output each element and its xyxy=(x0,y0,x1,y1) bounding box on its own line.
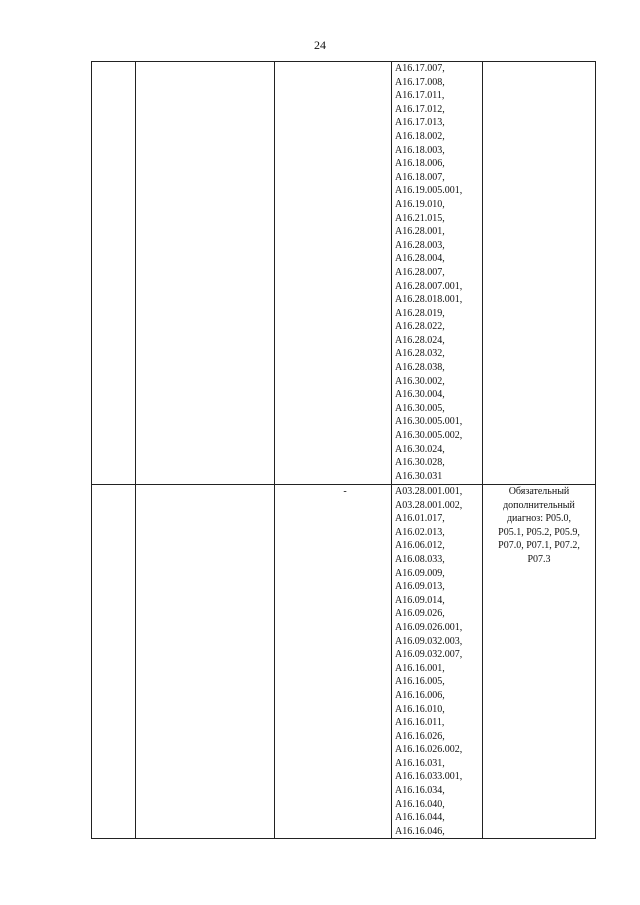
service-code: A16.28.003, xyxy=(395,239,445,251)
service-code: A16.16.031, xyxy=(395,757,445,769)
service-code: A16.30.028, xyxy=(395,457,445,469)
service-code: A16.16.044, xyxy=(395,812,445,824)
page-number: 24 xyxy=(314,38,326,52)
note-line: P05.1, P05.2, P05.9, xyxy=(498,526,580,538)
service-codes-cell xyxy=(392,62,483,485)
note-line: P07.0, P07.1, P07.2, xyxy=(498,540,580,552)
service-code: A16.16.033.001, xyxy=(395,771,463,783)
service-code: A16.28.038, xyxy=(395,362,445,374)
service-code: A16.21.015, xyxy=(395,212,445,224)
service-code: A16.30.005, xyxy=(395,402,445,414)
service-code: A16.18.007, xyxy=(395,171,445,183)
table-row xyxy=(92,485,596,839)
service-code: A16.28.004, xyxy=(395,253,445,265)
service-code: A16.01.017, xyxy=(395,513,445,525)
service-code: A16.30.024, xyxy=(395,443,445,455)
note-line: диагноз: P05.0, xyxy=(506,513,572,525)
service-code: A16.16.010, xyxy=(395,703,445,715)
service-code: A16.09.032.007, xyxy=(395,649,463,661)
service-code: A16.16.006, xyxy=(395,689,445,701)
service-code: A16.02.013, xyxy=(395,526,445,538)
service-code: A16.16.034, xyxy=(395,785,445,797)
service-code: A16.17.007, xyxy=(395,63,445,74)
service-code: A16.09.032.003, xyxy=(395,635,463,647)
service-code: A16.09.013, xyxy=(395,581,445,593)
service-code: A16.17.013, xyxy=(395,117,445,129)
service-code: A16.28.018.001, xyxy=(395,294,463,306)
note-line: дополнительный xyxy=(503,499,575,511)
service-code: A03.28.001.002, xyxy=(395,499,463,511)
service-code: A16.09.026.001, xyxy=(395,621,463,633)
name-cell xyxy=(136,485,275,839)
service-code: A16.30.005.001, xyxy=(395,416,463,428)
service-code: A16.06.012, xyxy=(395,540,445,552)
service-code: A16.18.003, xyxy=(395,144,445,156)
service-code: A16.28.001, xyxy=(395,226,445,238)
service-code: A16.16.040, xyxy=(395,798,445,810)
service-codes-cell xyxy=(392,485,483,839)
service-code: A16.09.014, xyxy=(395,594,445,606)
service-code: A16.30.002, xyxy=(395,375,445,387)
service-code: A16.09.026, xyxy=(395,608,445,620)
code-cell xyxy=(275,485,392,839)
service-code: A16.28.022, xyxy=(395,321,445,333)
dash-value: - xyxy=(343,486,347,497)
row-number-cell xyxy=(92,485,136,839)
service-code: A16.16.001, xyxy=(395,662,445,674)
service-code: A16.08.033, xyxy=(395,553,445,565)
service-code: A16.28.007.001, xyxy=(395,280,463,292)
service-code: A16.28.019, xyxy=(395,307,445,319)
row-number-cell xyxy=(92,62,136,485)
name-cell xyxy=(136,62,275,485)
service-code: A16.16.005, xyxy=(395,676,445,688)
criteria-table xyxy=(91,61,596,839)
service-code: A16.30.005.002, xyxy=(395,430,463,442)
note-cell xyxy=(483,485,596,839)
service-code: A16.16.026, xyxy=(395,730,445,742)
service-code: A16.18.002, xyxy=(395,130,445,142)
service-code: A16.19.010, xyxy=(395,198,445,210)
service-code: A16.16.011, xyxy=(395,717,445,729)
service-code: A16.28.024, xyxy=(395,334,445,346)
service-code: A16.09.009, xyxy=(395,567,445,579)
service-code: A16.30.031 xyxy=(395,470,443,482)
service-code: A16.16.046, xyxy=(395,825,445,837)
service-code: A16.16.026.002, xyxy=(395,744,463,756)
service-code: A16.30.004, xyxy=(395,389,445,401)
service-code: A16.18.006, xyxy=(395,158,445,170)
code-cell xyxy=(275,62,392,485)
table-row xyxy=(92,62,596,485)
note-cell xyxy=(483,62,596,485)
service-code: A16.28.007, xyxy=(395,266,445,278)
service-code: A16.19.005.001, xyxy=(395,185,463,197)
service-code: A16.17.011, xyxy=(395,90,445,102)
service-code: A16.17.008, xyxy=(395,76,445,88)
service-code: A16.28.032, xyxy=(395,348,445,360)
service-code: A16.17.012, xyxy=(395,103,445,115)
service-code: A03.28.001.001, xyxy=(395,486,463,497)
note-line: Обязательный xyxy=(508,486,570,497)
note-line: P07.3 xyxy=(527,553,551,565)
